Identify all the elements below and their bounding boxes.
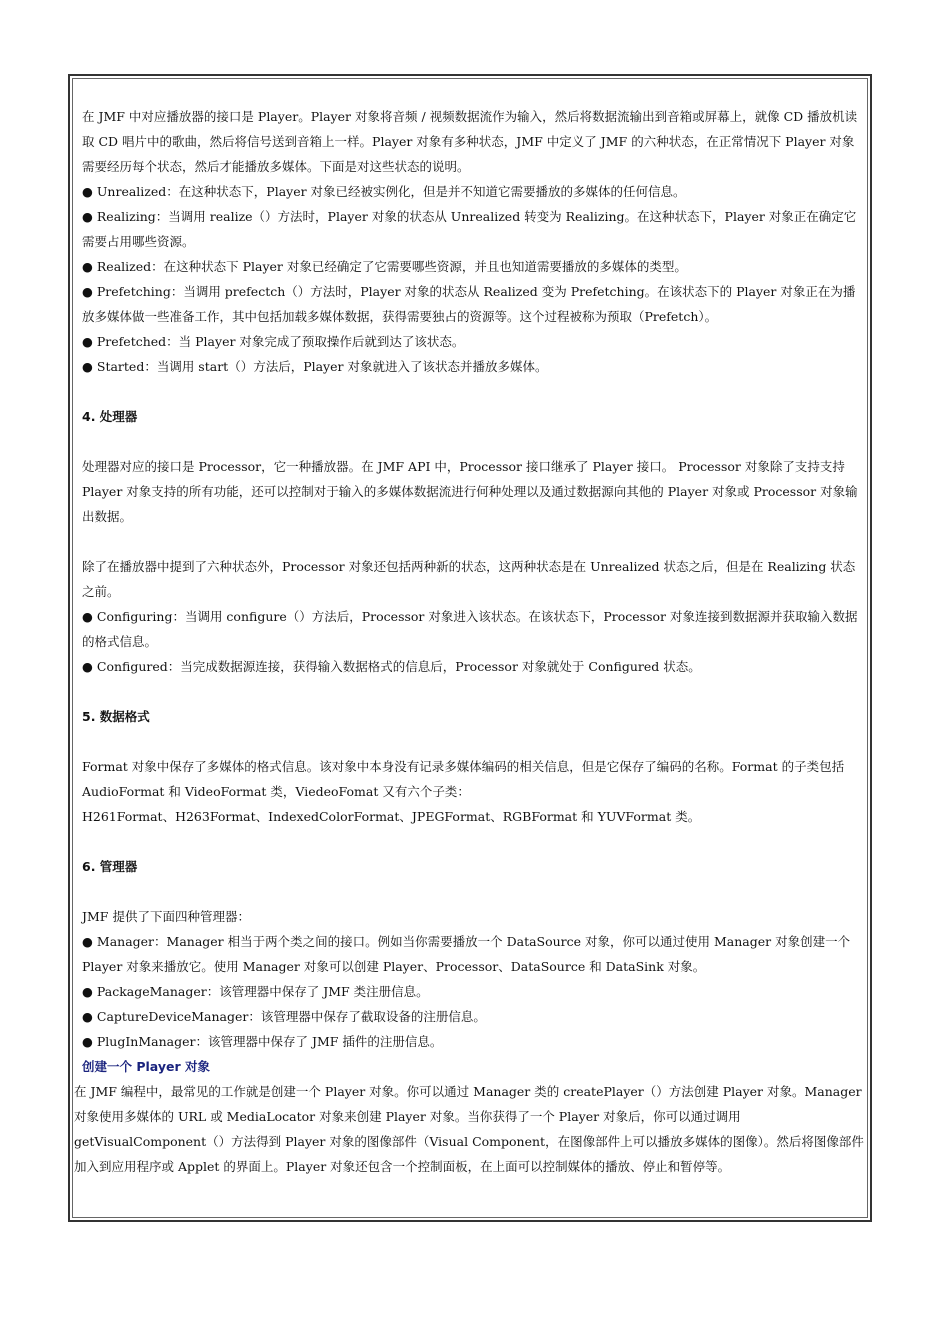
- create-player-para: 在 JMF 编程中，最常见的工作就是创建一个 Player 对象。你可以通过 Manager 类的 createPlayer（）方法创建 Player 对象。Manager 对象使用多媒体的 URL 或 MediaLocator 对象来创建 Player 对象。当你获得了一个 Player 对象后，你可以通过调用 getVisualComponent（）方法得到 Player 对象的图像部件（Visual Component，在图像部件上可以播放多媒体的图像）。然后将图像部件加入到应用程序或 Applet 的界面上。Player 对象还包含一个控制面板，在上面可以控制媒体的播放、停止和暂停等。: [74, 1084, 864, 1174]
- processor-para-1: 处理器对应的接口是 Processor，它一种播放器。在 JMF API 中，Processor 接口继承了 Player 接口。 Processor 对象除了支持支持 Player 对象支持的所有功能，还可以控制对于输入的多媒体数据流进行何种处理以及通过数据源向其他的 Player 对象或 Processor 对象输出数据。: [82, 459, 858, 524]
- spacer: [82, 429, 860, 454]
- spacer: [82, 829, 860, 854]
- state-unrealized: ● Unrealized：在这种状态下，Player 对象已经被实例化，但是并不知道它需要播放的多媒体的任何信息。: [82, 179, 860, 204]
- heading-create-player: 创建一个 Player 对象: [82, 1059, 210, 1074]
- document-frame: [68, 74, 872, 1222]
- format-para-2: H261Format、H263Format、IndexedColorFormat、JPEGFormat、RGBFormat 和 YUVFormat 类。: [82, 809, 701, 824]
- plugin-manager-item: ● PlugInManager：该管理器中保存了 JMF 插件的注册信息。: [82, 1029, 860, 1054]
- spacer: [82, 529, 860, 554]
- processor-para-2: 除了在播放器中提到了六种状态外，Processor 对象还包括两种新的状态，这两种状态是在 Unrealized 状态之后，但是在 Realizing 状态之前。: [82, 559, 856, 599]
- manager-intro: JMF 提供了下面四种管理器：: [82, 909, 250, 924]
- capture-device-manager-item: ● CaptureDeviceManager：该管理器中保存了截取设备的注册信息。: [82, 1004, 860, 1029]
- document-content: [74, 104, 864, 1179]
- spacer: [82, 879, 860, 904]
- spacer: [82, 679, 860, 704]
- heading-data-format: 5. 数据格式: [82, 709, 150, 724]
- heading-processor: 4. 处理器: [82, 409, 138, 424]
- state-realizing: ● Realizing：当调用 realize（）方法时，Player 对象的状态从 Unrealized 转变为 Realizing。在这种状态下，Player 对象正在确定它需要占用哪些资源。: [82, 204, 860, 254]
- manager-item: ● Manager：Manager 相当于两个类之间的接口。例如当你需要播放一个 DataSource 对象，你可以通过使用 Manager 对象创建一个 Player 对象来播放它。使用 Manager 对象可以创建 Player、Processor、DataSource 和 DataSink 对象。: [82, 929, 860, 979]
- state-started: ● Started：当调用 start（）方法后，Player 对象就进入了该状态并播放多媒体。: [82, 354, 860, 379]
- spacer: [82, 379, 860, 404]
- state-configuring: ● Configuring：当调用 configure（）方法后，Processor 对象进入该状态。在该状态下，Processor 对象连接到数据源并获取输入数据的格式信息。: [82, 604, 860, 654]
- package-manager-item: ● PackageManager：该管理器中保存了 JMF 类注册信息。: [82, 979, 860, 1004]
- format-para-1: Format 对象中保存了多媒体的格式信息。该对象中本身没有记录多媒体编码的相关信息，但是它保存了编码的名称。Format 的子类包括 AudioFormat 和 VideoFormat 类，ViedeoFomat 又有六个子类：: [82, 759, 845, 799]
- state-prefetched: ● Prefetched：当 Player 对象完成了预取操作后就到达了该状态。: [82, 329, 860, 354]
- spacer: [82, 729, 860, 754]
- state-realized: ● Realized：在这种状态下 Player 对象已经确定了它需要哪些资源，并且也知道需要播放的多媒体的类型。: [82, 254, 860, 279]
- player-intro: 在 JMF 中对应播放器的接口是 Player。Player 对象将音频 / 视频数据流作为输入，然后将数据流输出到音箱或屏幕上，就像 CD 播放机读取 CD 唱片中的歌曲，然后将信号送到音箱上一样。Player 对象有多种状态，JMF 中定义了 JMF 的六种状态，在正常情况下 Player 对象需要经历每个状态，然后才能播放多媒体。下面是对这些状态的说明。: [82, 109, 858, 174]
- state-prefetching: ● Prefetching：当调用 prefectch（）方法时，Player 对象的状态从 Realized 变为 Prefetching。在该状态下的 Player 对象正在为播放多媒体做一些准备工作，其中包括加载多媒体数据，获得需要独占的资源等。这个过程被称为预取（Prefetch）。: [82, 279, 860, 329]
- heading-manager: 6. 管理器: [82, 859, 138, 874]
- state-configured: ● Configured：当完成数据源连接，获得输入数据格式的信息后，Processor 对象就处于 Configured 状态。: [82, 654, 860, 679]
